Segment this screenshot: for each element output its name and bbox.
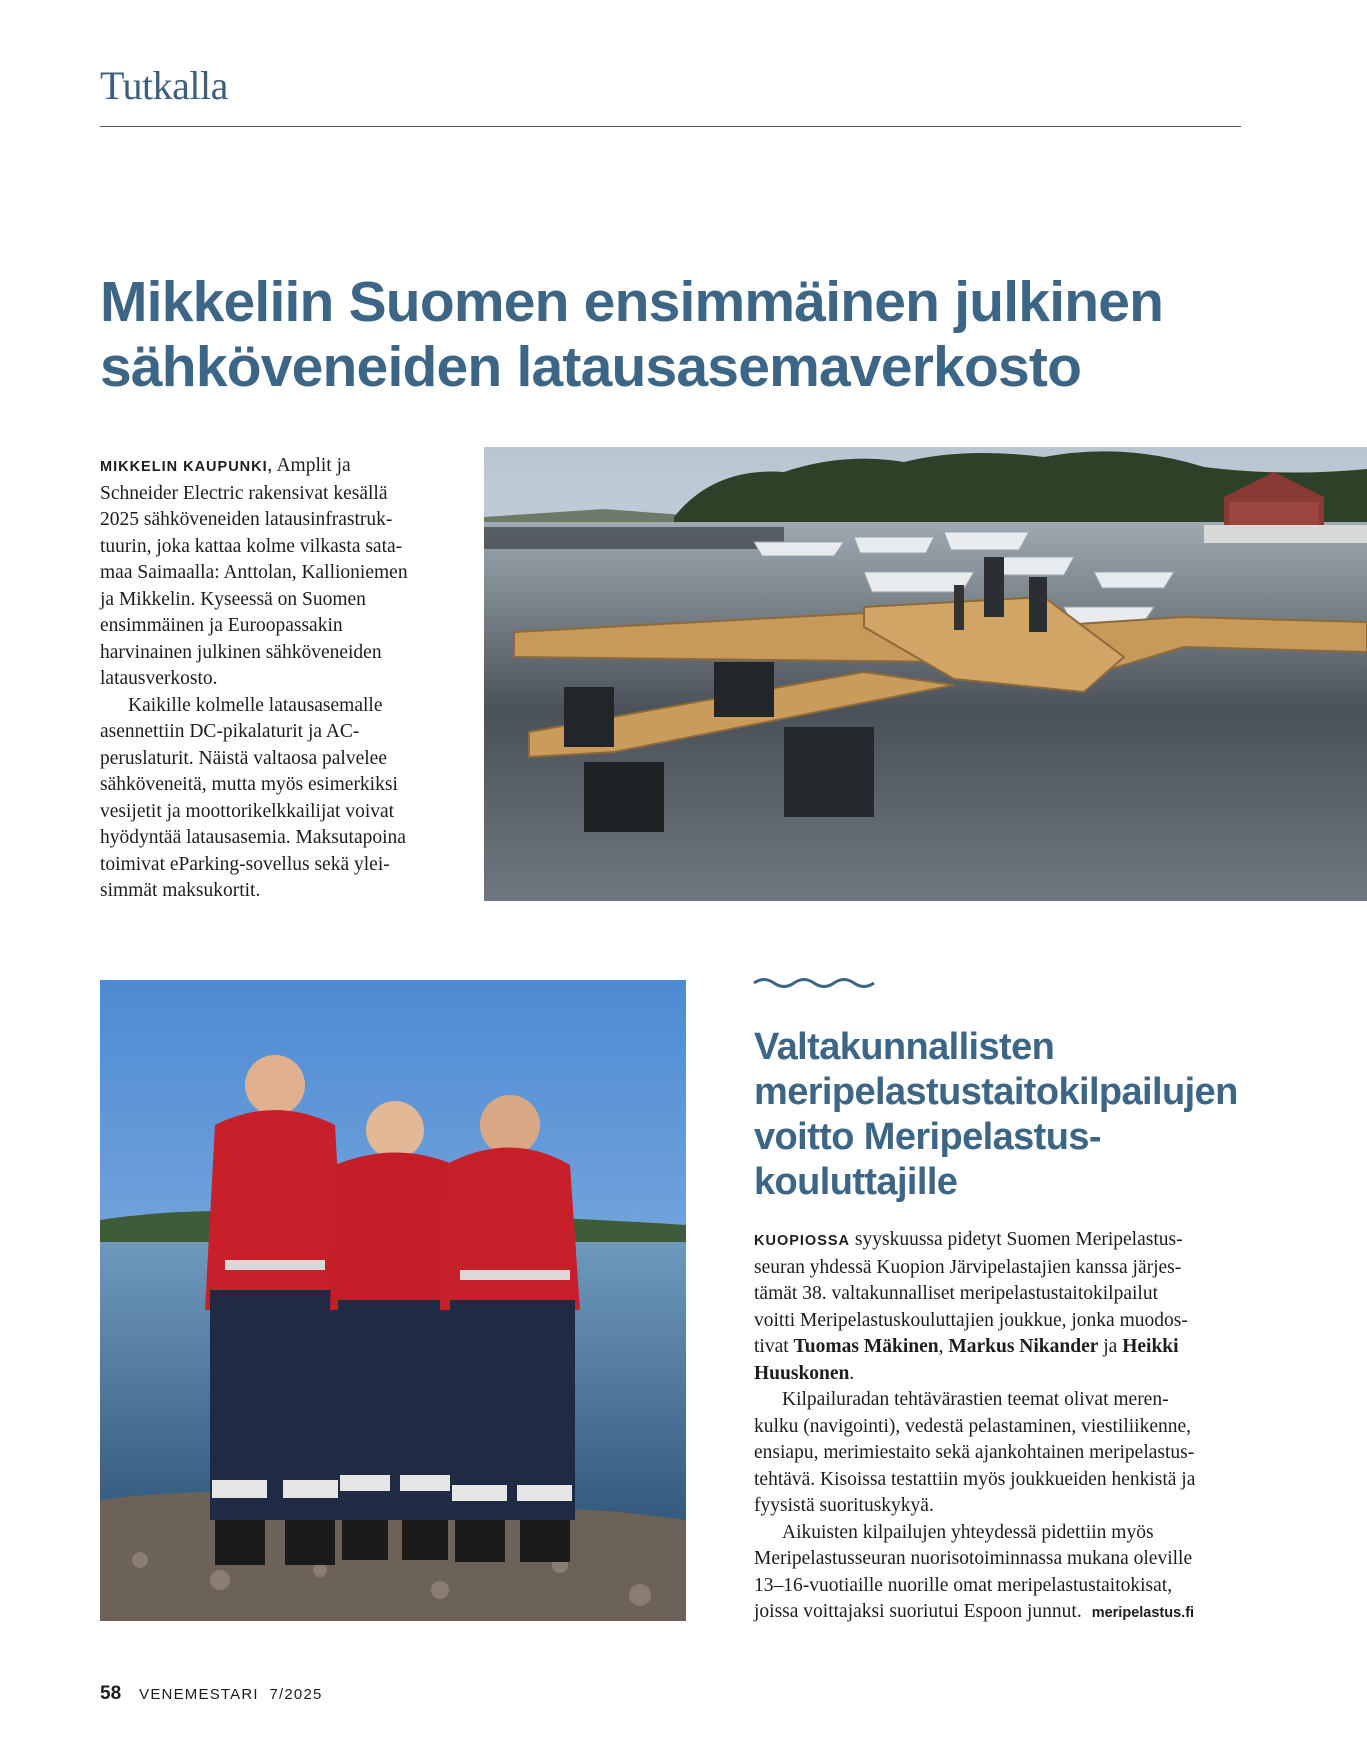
- article1-headline: [100, 270, 1280, 400]
- marina-photo: [484, 447, 1367, 901]
- article2-lead: KUOPIOSSA: [754, 1233, 851, 1249]
- headline-line: Mikkeliin Suomen ensimmäinen julkinen: [100, 270, 1164, 334]
- winner-name: Heikki: [1122, 1336, 1179, 1357]
- rescue-team-photo: [100, 980, 686, 1621]
- article2-headline: [754, 1025, 1314, 1205]
- article1-lead: MIKKELIN KAUPUNKI,: [100, 459, 273, 475]
- headline-line: kouluttajille: [754, 1161, 958, 1203]
- article1-body: MIKKELIN KAUPUNKI, Amplit ja Schneider Electric rakensivat kesällä 2025 sähköveneiden latausinfrastruk- tuurin, joka kattaa kolme vilkasta sata- maa Saimaalla: Anttolan, Kallioniemen ja Mikkelin. Kyseessä on Suomen ensimmäinen ja Euroopassakin harvinainen julkinen sähköveneiden latausverkosto. Kaikille kolmelle latausasemalle asennettiin DC-pikalaturit ja AC- peruslaturit. Näistä valtaosa palvelee sähköveneitä, mutta myös esimerkiksi vesijetit ja moottorikelkkailijat voivat hyödyntää latausasemia. Maksutapoina toimivat eParking-sovellus sekä ylei- simmät maksukortit.: [100, 455, 408, 901]
- page-footer: [100, 1683, 323, 1705]
- winner-name: Markus Nikander: [948, 1336, 1099, 1357]
- section-title: Tutkalla: [100, 63, 228, 108]
- wave-divider: [752, 975, 882, 991]
- winner-name: Huuskonen: [754, 1362, 850, 1384]
- header-rule: [100, 126, 1241, 127]
- headline-line: sähköveneiden latausasemaverkosto: [100, 335, 1082, 399]
- headline-line: Valtakunnallisten: [754, 1026, 1055, 1068]
- article2-body: KUOPIOSSA syyskuussa pidetyt Suomen Meripelastus- seuran yhdessä Kuopion Järvipelastajien kanssa järjes- tämät 38. valtakunnalliset meripelastustaitokilpailut voitti Meripelastuskouluttajien joukkue, jonka muodos- tivat Tuomas Mäkinen, Markus Nikander ja Heikki Huuskonen. Kilpailuradan tehtävärastien teemat olivat meren- kulku (navigointi), vedestä pelastaminen, viestiliikenne, ensiapu, merimiestaito sekä ajankohtainen meripelastus- tehtävä. Kisoissa testattiin myös joukkueiden henkistä ja fyysistä suorituskykyä. Aikuisten kilpailujen yhteydessä pidettiin myös Meripelastusseuran nuorisotoiminnassa mukana oleville 13–16-vuotiaille nuorille omat meripelastustaitokisat, joissa voittajaksi suoriutui Espoon junnut. meripelastus.fi: [754, 1229, 1196, 1622]
- headline-line: meripelastustaitokilpailujen: [754, 1071, 1238, 1113]
- magazine-issue: VENEMESTARI 7/2025: [139, 1686, 323, 1703]
- source-link[interactable]: meripelastus.fi: [1091, 1605, 1195, 1621]
- page-number: 58: [100, 1683, 122, 1704]
- winner-name: Tuomas Mäkinen: [793, 1336, 939, 1357]
- headline-line: voitto Meripelastus-: [754, 1116, 1101, 1158]
